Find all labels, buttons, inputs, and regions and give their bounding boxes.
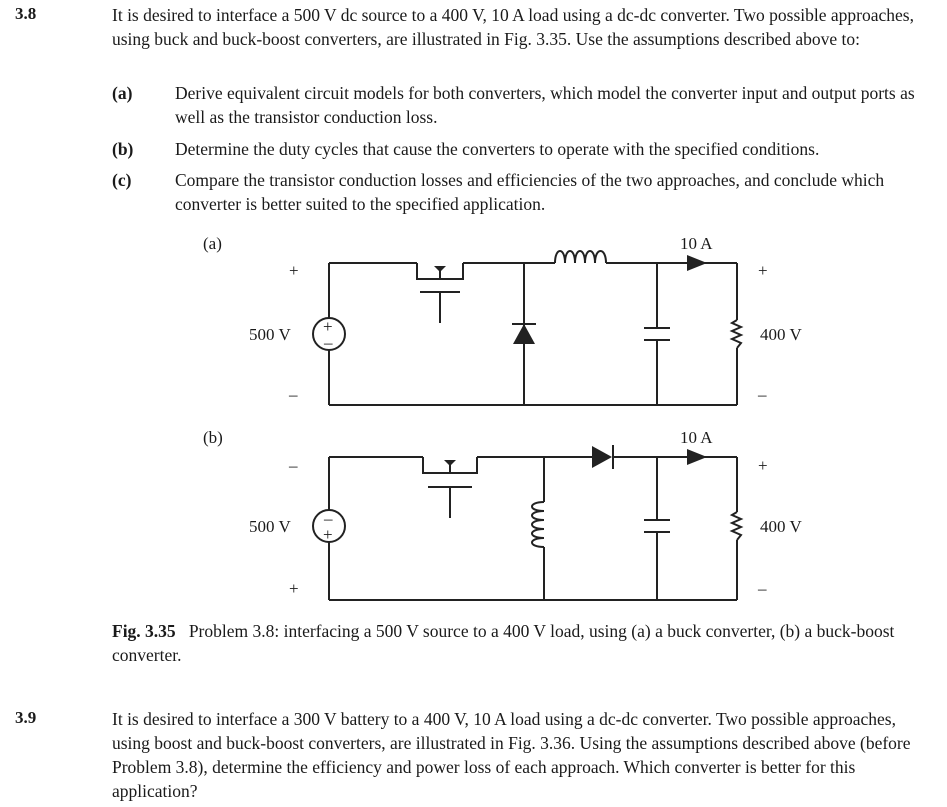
source-icon-sign-top: + <box>323 317 333 336</box>
source-polarity-bottom: – <box>289 385 298 404</box>
part-text: Determine the duty cycles that cause the converters to operate with the specified conditions. <box>175 139 820 159</box>
buck-boost-converter-circuit <box>203 428 802 600</box>
part-text: Compare the transistor conduction losses and efficiencies of the two approaches, and conclude which converter is better suited to the specified application. <box>175 170 885 214</box>
source-voltage-label: 500 V <box>249 517 291 536</box>
mosfet-icon <box>423 457 477 518</box>
diode-icon <box>512 263 536 405</box>
load-polarity-top: + <box>758 456 768 475</box>
figure-label: Fig. 3.35 <box>112 621 176 641</box>
inductor-icon <box>555 251 606 263</box>
buck-converter-circuit <box>203 234 802 405</box>
part-label: (a) <box>112 83 133 103</box>
problem-text: It is desired to interface a 300 V battery to a 400 V, 10 A load using a dc-dc converter. Two possible approaches, using boost and buck-boost converters, are illustrated in Fig. 3.36. Using the assumptions described above (before Problem 3.8), determine the efficiency and power loss of each approach. Which converter is better for this application? <box>112 709 911 801</box>
problem-number: 3.8 <box>15 4 37 23</box>
source-icon-sign-bottom: + <box>323 525 333 544</box>
load-polarity-top: + <box>758 261 768 280</box>
capacitor-icon <box>644 457 670 600</box>
current-label: 10 A <box>680 428 713 447</box>
current-label: 10 A <box>680 234 713 253</box>
source-icon-sign-top: – <box>324 509 333 528</box>
voltage-source-icon <box>313 509 345 544</box>
resistor-icon <box>732 512 741 540</box>
source-icon-sign-bottom: – <box>324 333 333 352</box>
diode-icon <box>592 445 613 469</box>
voltage-source-icon <box>313 317 345 352</box>
load-polarity-bottom: – <box>758 579 767 598</box>
source-polarity-top: – <box>289 456 298 475</box>
source-polarity-bottom: + <box>289 579 299 598</box>
figure-caption <box>112 619 940 667</box>
resistor-icon <box>732 320 741 348</box>
load-voltage-label: 400 V <box>760 517 802 536</box>
part-label: (c) <box>112 170 132 190</box>
source-voltage-label: 500 V <box>249 325 291 344</box>
problem-number: 3.9 <box>15 708 37 727</box>
source-polarity-top: + <box>289 261 299 280</box>
load-polarity-bottom: – <box>758 385 767 404</box>
problem-intro: It is desired to interface a 500 V dc source to a 400 V, 10 A load using a dc-dc converter. Two possible approaches, using buck and buck-boost converters, are illustrated in Fig. 3.35. Use the assumptions described above to: <box>112 5 914 49</box>
figure-caption-text: Problem 3.8: interfacing a 500 V source to a 400 V load, using (a) a buck converter, (b) a buck-boost converter. <box>112 621 895 665</box>
circuit-label: (b) <box>203 428 223 447</box>
mosfet-icon <box>417 263 463 323</box>
load-voltage-label: 400 V <box>760 325 802 344</box>
part-text: Derive equivalent circuit models for both converters, which model the converter input and output ports as well as the transistor conduction loss. <box>175 83 915 127</box>
circuit-label: (a) <box>203 234 222 253</box>
inductor-icon <box>532 457 544 600</box>
capacitor-icon <box>644 263 670 405</box>
part-label: (b) <box>112 139 134 159</box>
